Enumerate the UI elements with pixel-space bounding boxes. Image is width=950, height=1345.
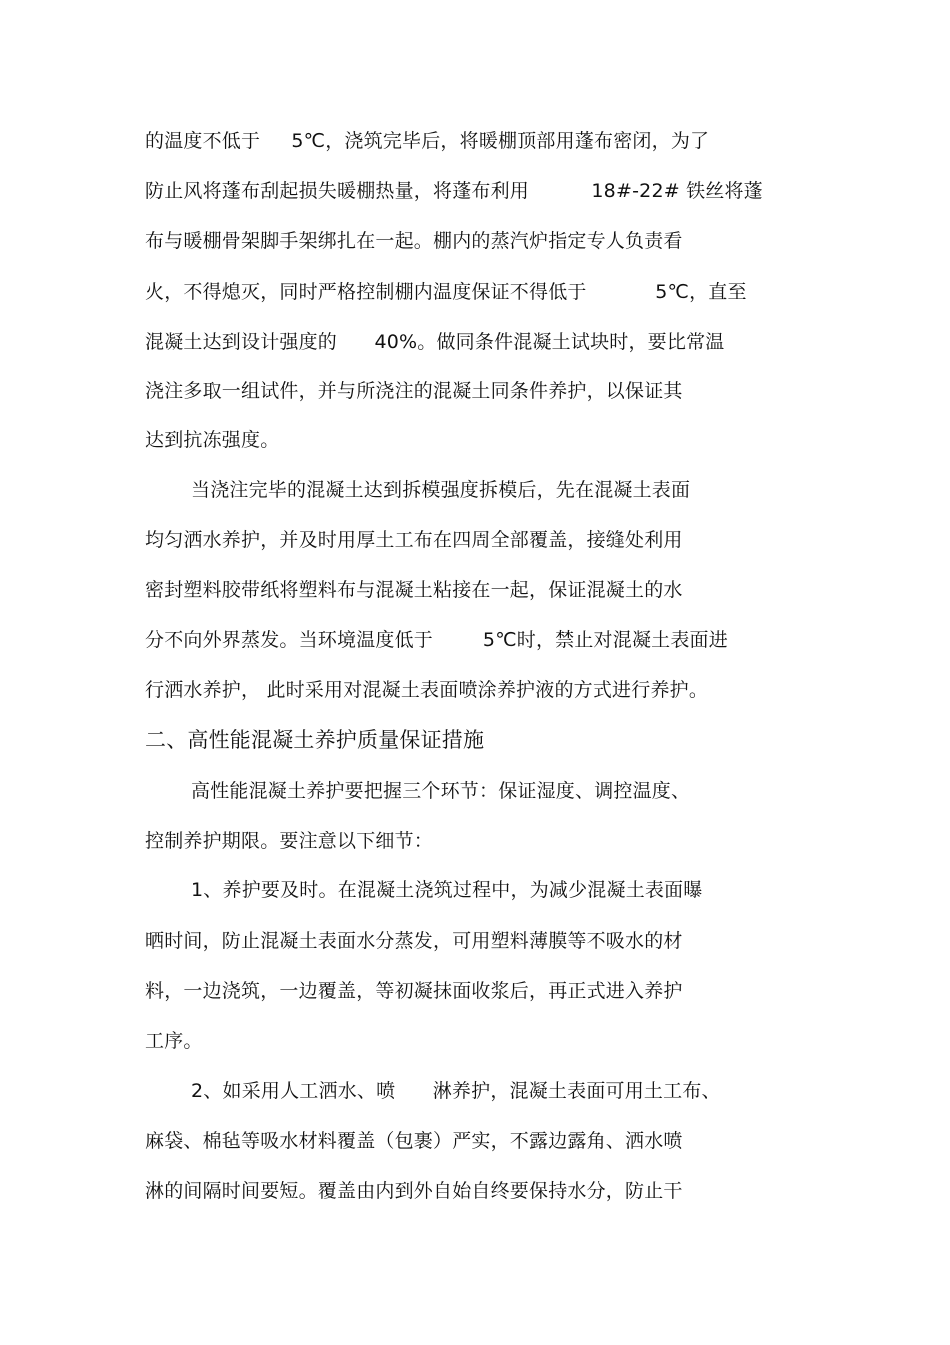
text-line: 晒时间，防止混凝土表面水分蒸发，可用塑料薄膜等不吸水的材	[145, 930, 683, 952]
text-line: 控制养护期限。要注意以下细节：	[145, 830, 434, 852]
text-line: 麻袋、棉毡等吸水材料覆盖（包裹）严实，不露边露角、洒水喷	[145, 1130, 683, 1152]
list-item-first-line: 2、如采用人工洒水、喷 淋养护，混凝土表面可用土工布、	[191, 1080, 721, 1102]
text-line: 火，不得熄灭，同时严格控制棚内温度保证不得低于 5℃，直至	[145, 281, 747, 303]
text-line: 淋的间隔时间要短。覆盖由内到外自始自终要保持水分，防止干	[145, 1180, 683, 1202]
text-line: 达到抗冻强度。	[145, 429, 280, 451]
text-line: 分不向外界蒸发。当环境温度低于 5℃时，禁止对混凝土表面进	[145, 629, 728, 651]
text-line: 的温度不低于 5℃，浇筑完毕后，将暖棚顶部用蓬布密闭，为了	[145, 130, 710, 152]
text-line: 工序。	[145, 1030, 203, 1052]
text-line: 防止风将蓬布刮起损失暖棚热量，将蓬布利用 18#-22# 铁丝将蓬	[145, 180, 763, 202]
text-line: 行洒水养护， 此时采用对混凝土表面喷涂养护液的方式进行养护。	[145, 679, 709, 701]
paragraph-first-line: 当浇注完毕的混凝土达到拆模强度拆模后，先在混凝土表面	[191, 479, 691, 501]
text-line: 均匀洒水养护，并及时用厚土工布在四周全部覆盖，接缝处利用	[145, 529, 683, 551]
text-line: 混凝土达到设计强度的 40%。做同条件混凝土试块时，要比常温	[145, 331, 725, 353]
text-line: 浇注多取一组试件，并与所浇注的混凝土同条件养护，以保证其	[145, 380, 683, 402]
section-heading: 二、高性能混凝土养护质量保证措施	[145, 728, 485, 752]
text-line: 布与暖棚骨架脚手架绑扎在一起。棚内的蒸汽炉指定专人负责看	[145, 230, 683, 252]
paragraph-first-line: 高性能混凝土养护要把握三个环节：保证湿度、调控温度、	[191, 780, 691, 802]
text-line: 料，一边浇筑，一边覆盖，等初凝抹面收浆后，再正式进入养护	[145, 980, 683, 1002]
text-line: 密封塑料胶带纸将塑料布与混凝土粘接在一起，保证混凝土的水	[145, 579, 683, 601]
list-item-first-line: 1、养护要及时。在混凝土浇筑过程中，为减少混凝土表面曝	[191, 879, 703, 901]
